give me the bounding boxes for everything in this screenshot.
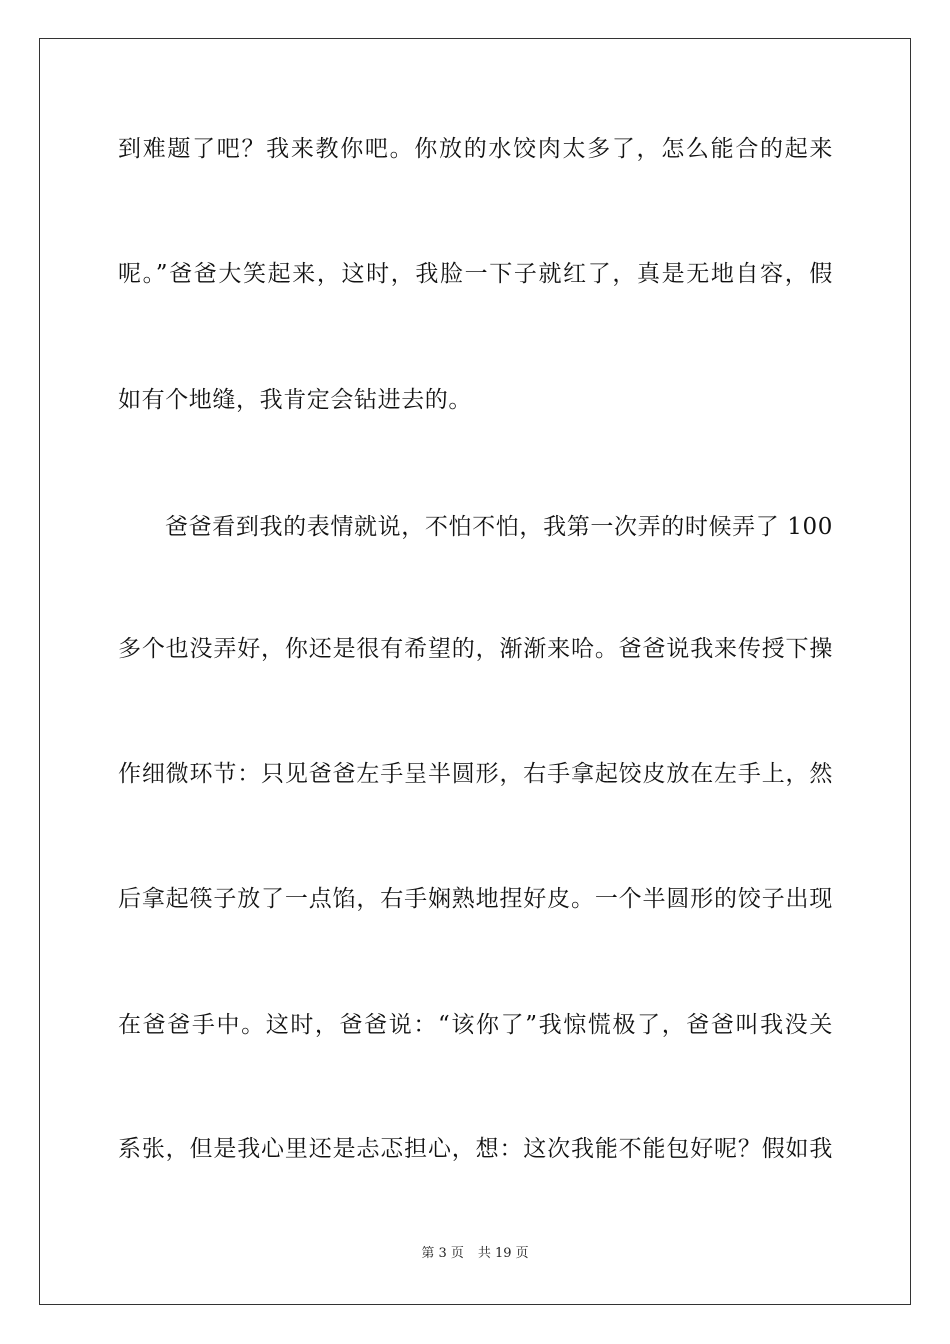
body-text-line: 到难题了吧？我来教你吧。你放的水饺肉太多了，怎么能合的起来 [118, 136, 833, 162]
body-text-line: 后拿起筷子放了一点馅，右手娴熟地捏好皮。一个半圆形的饺子出现 [118, 886, 833, 912]
page-number: 第 3 页 [421, 1246, 464, 1261]
body-text-line: 系张，但是我心里还是忐忑担心，想：这次我能不能包好呢？假如我 [118, 1136, 833, 1162]
total-pages: 共 19 页 [477, 1246, 529, 1261]
body-text-line: 如有个地缝，我肯定会钻进去的。 [118, 387, 472, 413]
body-text-line: 呢。”爸爸大笑起来，这时，我脸一下子就红了，真是无地自容，假 [118, 261, 833, 287]
body-text-line: 作细微环节：只见爸爸左手呈半圆形，右手拿起饺皮放在左手上，然 [118, 761, 833, 787]
page-footer [0, 1246, 950, 1262]
page-border [39, 38, 911, 1305]
body-text-line: 爸爸看到我的表情就说，不怕不怕，我第一次弄的时候弄了 100 [165, 514, 833, 540]
body-text-line: 多个也没弄好，你还是很有希望的，渐渐来哈。爸爸说我来传授下操 [118, 636, 833, 662]
body-text-line: 在爸爸手中。这时，爸爸说：“该你了”我惊慌极了，爸爸叫我没关 [118, 1012, 833, 1038]
